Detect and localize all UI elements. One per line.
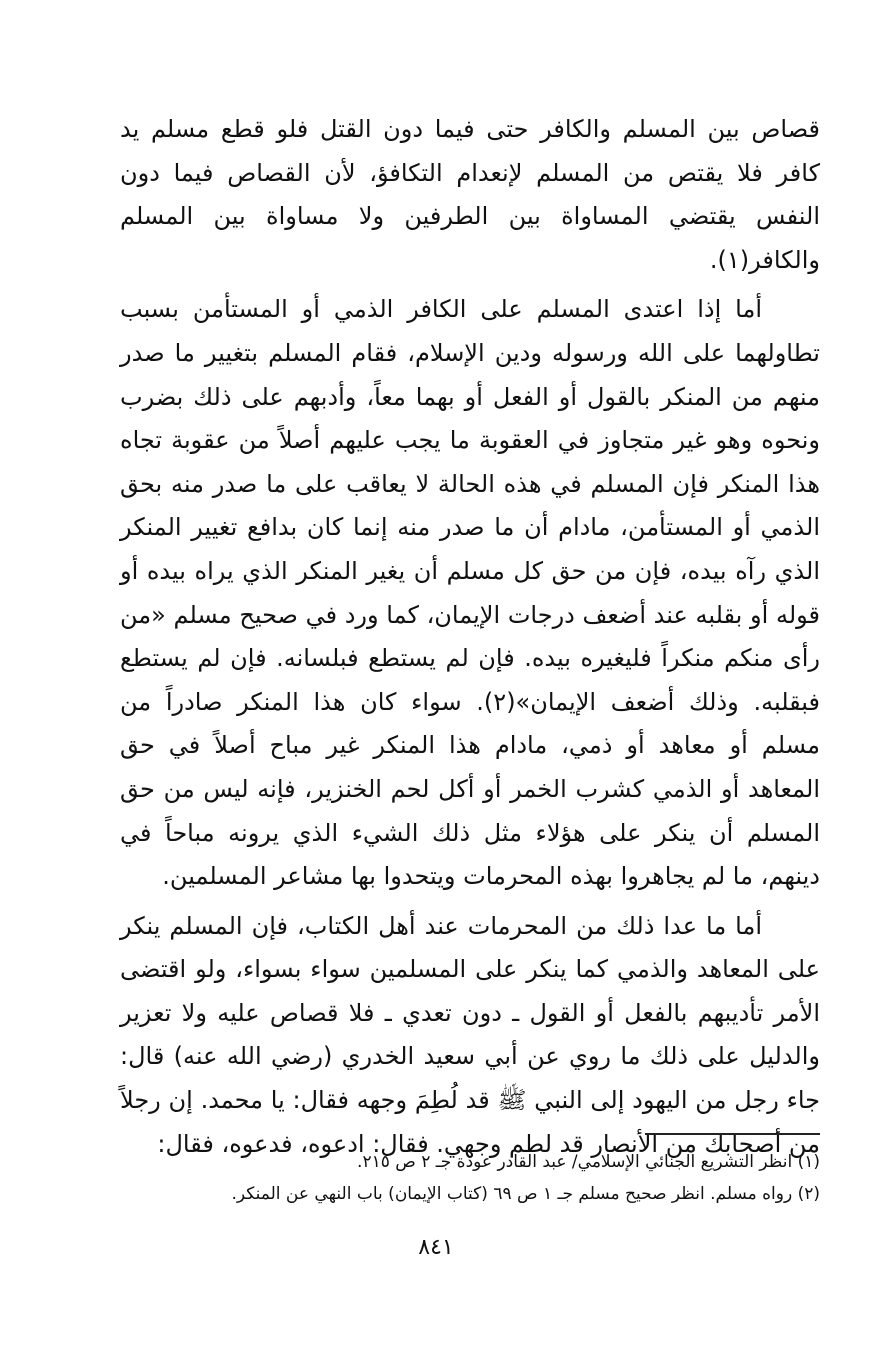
main-text (120, 108, 820, 1166)
footnotes (120, 1146, 820, 1210)
paragraph-1: قصاص بين المسلم والكافر حتى فيما دون القتل فلو قطع مسلم يد كافر فلا يقتص من المسلم لإنعدام التكافؤ، لأن القصاص فيما دون النفس يقتضي المساواة بين الطرفين ولا مساواة بين المسلم والكافر(١). (120, 115, 820, 274)
paragraph-3: أما ما عدا ذلك من المحرمات عند أهل الكتاب، فإن المسلم ينكر على المعاهد والذمي كما ينكر على المسلمين سواء بسواء، ولو اقتضى الأمر تأديبهم بالفعل أو القول ـ دون تعدي ـ فلا قصاص عليه ولا تعزير والدليل على ذلك ما روي عن أبي سعيد الخدري (رضي الله عنه) قال: جاء رجل من اليهود إلى النبي ﷺ قد لُطِمَ وجهه فقال: يا محمد. إن رجلاً من أصحابك من الأنصار قد لطم وجهي. فقال: ادعوه، فدعوه، فقال: (120, 911, 820, 1158)
footnote-1: (١) انظر التشريع الجنائي الإسلامي/ عبد القادر عودة جـ ٢ ص ٢١٥. (357, 1152, 820, 1172)
paragraph-2: أما إذا اعتدى المسلم على الكافر الذمي أو المستأمن بسبب تطاولهما على الله ورسوله ودين الإسلام، فقام المسلم بتغيير ما صدر منهم من المنكر بالقول أو الفعل أو بهما معاً، وأدبهم على ذلك بضرب ونحوه وهو غير متجاوز في العقوبة ما يجب عليهم أصلاً من عقوبة تجاه هذا المنكر فإن المسلم في هذه الحالة لا يعاقب على ما صدر منه بحق الذمي أو المستأمن، مادام أن ما صدر منه إنما كان بدافع تغيير المنكر الذي رآه بيده، فإن من حق كل مسلم أن يغير المنكر الذي يراه بيده أو قوله أو بقلبه عند أضعف درجات الإيمان، كما ورد في صحيح مسلم «من رأى منكم منكراً فليغيره بيده. فإن لم يستطع فبلسانه. فإن لم يستطع فبقلبه. وذلك أضعف الإيمان»(٢). سواء كان هذا المنكر صادراً من مسلم أو معاهد أو ذمي، مادام هذا المنكر غير مباح أصلاً في حق المعاهد أو الذمي كشرب الخمر أو أكل لحم الخنزير، فإنه ليس من حق المسلم أن ينكر على هؤلاء مثل ذلك الشيء الذي يرونه مباحاً في دينهم، ما لم يجاهروا بهذه المحرمات ويتحدوا بها مشاعر المسلمين. (120, 295, 821, 891)
footnote-2: (٢) رواه مسلم. انظر صحيح مسلم جـ ١ ص ٦٩ (كتاب الإيمان) باب النهي عن المنكر. (231, 1184, 820, 1204)
page-number: ٨٤١ (418, 1235, 454, 1260)
footnote-divider (645, 1133, 820, 1135)
